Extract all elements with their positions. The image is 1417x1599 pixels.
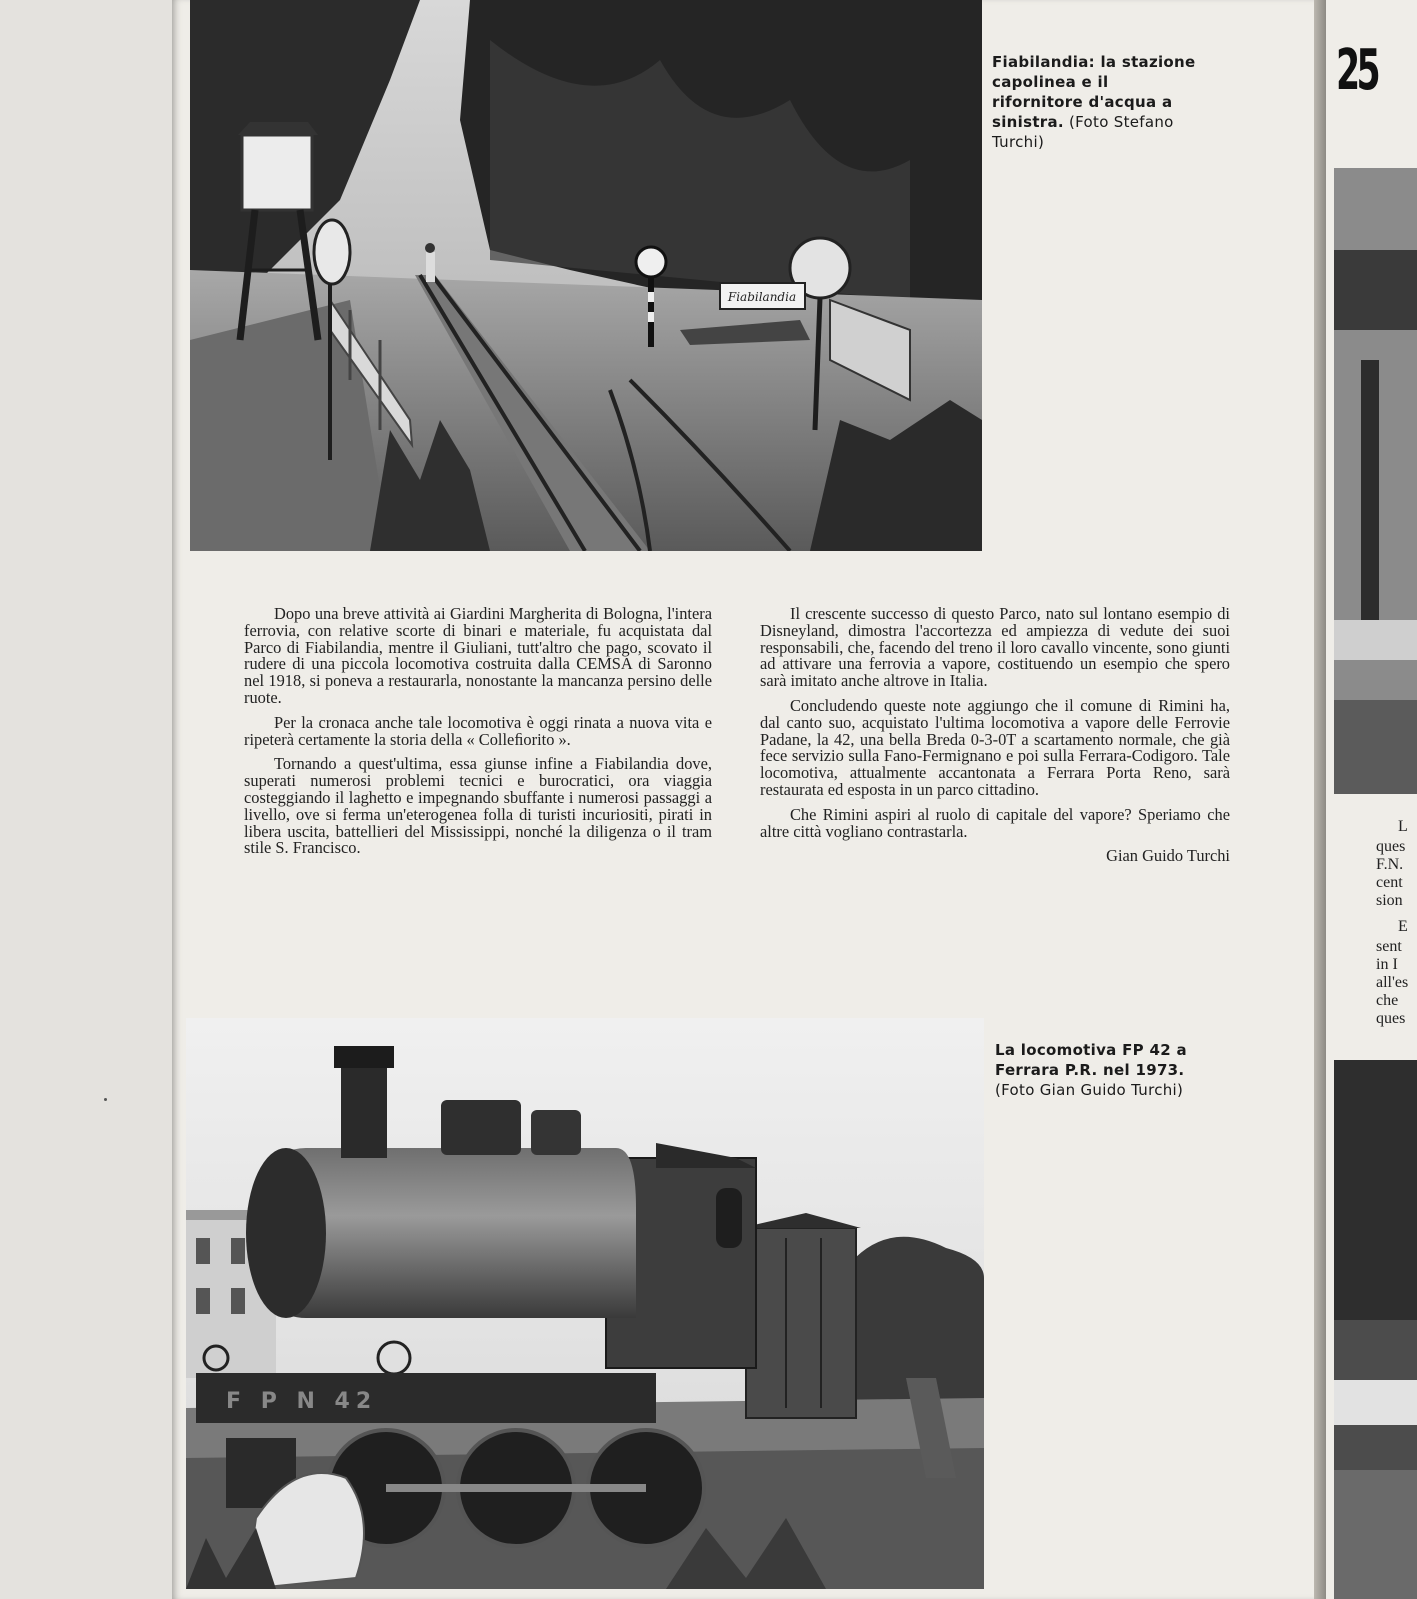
- caption-1-credit: (Foto Stefano Turchi): [992, 113, 1174, 151]
- next-page-edge: [1326, 0, 1417, 1599]
- next-page-text-fragment: ques: [1376, 1010, 1406, 1027]
- next-page-text-fragment: L: [1398, 818, 1408, 835]
- binding-gutter: [1314, 0, 1326, 1599]
- caption-1-title: Fiabilandia: la stazione capolinea e il rifornitore d'acqua a sinistra.: [992, 53, 1196, 131]
- paragraph: Dopo una breve attività ai Giardini Margherita di Bologna, l'intera ferrovia, con relative scorte di binari e materiale, fu acquistata dal Parco di Fiabilandia, mentre il Giuliani, tutt'altro che pago, scovato il rudere di una piccola locomotiva costruita dalla CEMSA di Saronno nel 1918, si poneva a restaurarla, nonostante la mancanza persino delle ruote.: [244, 604, 712, 707]
- next-page-text-fragment: cent: [1376, 874, 1403, 891]
- next-page-text-fragment: sent: [1376, 938, 1402, 955]
- next-page-text-fragment: in I: [1376, 956, 1398, 973]
- next-page-text-fragment: sion: [1376, 892, 1403, 909]
- article-column-left: [244, 606, 712, 865]
- locomotive-photo-drawing: [186, 1018, 984, 1589]
- caption-photo-1: [992, 52, 1202, 152]
- paragraph: Che Rimini aspiri al ruolo di capitale del vapore? Speriamo che altre città vogliano contrastarla.: [760, 804, 1230, 841]
- paragraph: Tornando a quest'ultima, essa giunse infine a Fiabilandia dove, superati numerosi problemi tecnici e burocratici, ora viaggia costeggiando il laghetto e impegnando sbuffante i numerosi passaggi a livello, ove si ferma un'eterogenea folla di turisti incuriositi, pirati in libera uscita, battellieri del Mississippi, nonché la diligenza o il tram stile S. Francisco.: [244, 754, 712, 858]
- scan-speck: [104, 1098, 107, 1101]
- paragraph: Per la cronaca anche tale locomotiva è oggi rinata a nuova vita e ripeterà certamente la storia della « Colleﬁorito ».: [244, 712, 712, 749]
- caption-2-title: La locomotiva FP 42 a Ferrara P.R. nel 1973.: [995, 1041, 1187, 1079]
- caption-2-credit: (Foto Gian Guido Turchi): [995, 1081, 1184, 1099]
- next-page-text-fragment: E: [1398, 918, 1408, 935]
- page-number: 25: [1336, 38, 1377, 103]
- station-photo-drawing: [190, 0, 982, 551]
- caption-photo-2: [995, 1040, 1205, 1100]
- magazine-page: [172, 0, 1314, 1599]
- author-signature: Gian Guido Turchi: [1106, 846, 1230, 866]
- loco-marking: F P N 42: [226, 1389, 378, 1414]
- scan-margin: [0, 0, 172, 1599]
- next-page-text-fragment: F.N.: [1376, 856, 1404, 873]
- next-page-photos: [1326, 0, 1417, 1599]
- photo-fiabilandia-station: [190, 0, 982, 551]
- next-page-text-fragment: ques: [1376, 838, 1406, 855]
- next-page-text-fragment: all'es: [1376, 974, 1409, 991]
- station-sign-text: Fiabilandia: [727, 290, 797, 304]
- article-column-right: [760, 606, 1230, 865]
- paragraph: Il crescente successo di questo Parco, nato sul lontano esempio di Disneyland, dimostra l'accortezza ed ampiezza di vedute dei suoi responsabili, che, facendo del treno il loro cavallo vincente, sono giunti ad attivare una ferrovia a vapore, costituendo un esempio che spero sarà imitato anche altrove in Italia.: [760, 604, 1230, 691]
- paragraph: Concludendo queste note aggiungo che il comune di Rimini ha, dal canto suo, acquistato l'ultima locomotiva a vapore delle Ferrovie Padane, la 42, una bella Breda 0-3-0T a scartamento normale, che già fece servizio sulla Fano-Fermignano e poi sulla Ferrara-Codigoro. Tale locomotiva, attualmente accantonata a Ferrara Porta Reno, sarà restaurata ed esposta in un parco cittadino.: [760, 695, 1230, 799]
- photo-locomotive-fp42: [186, 1018, 984, 1589]
- next-page-text-fragment: che: [1376, 992, 1399, 1009]
